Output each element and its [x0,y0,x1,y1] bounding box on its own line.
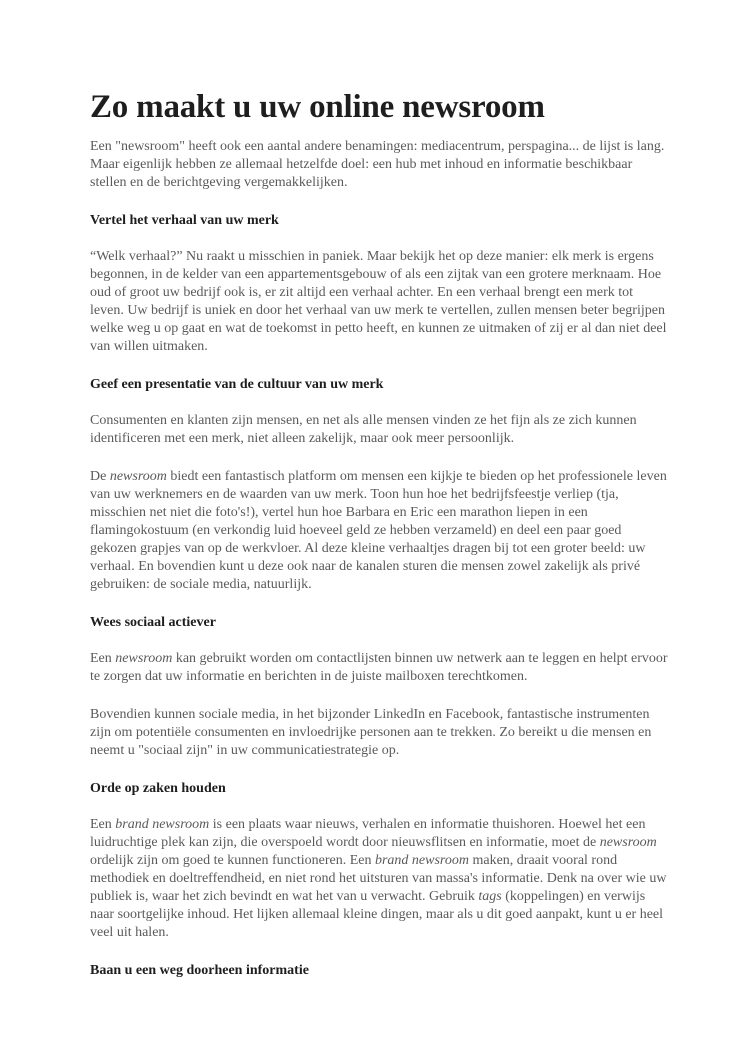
brand-culture-paragraph-2 [90,468,670,594]
italic-term: newsroom [109,469,167,484]
social-paragraph-2: Bovendien kunnen sociale media, in het bijzonder LinkedIn en Facebook, fantastische instrumenten zijn om potentiële consumenten en invloedrijke personen aan te trekken. Zo bereikt u die mensen en neemt u "sociaal zijn" in uw communicatiestrategie op. [90,707,652,758]
section-heading-social: Wees sociaal actiever [90,615,216,630]
text-run: Een [90,651,116,666]
italic-term: brand newsroom [115,817,210,832]
italic-term: newsroom [599,835,657,850]
italic-term: newsroom [115,651,173,666]
document-page [90,86,670,998]
italic-term: brand newsroom [374,853,469,868]
text-run: maken, draait vooral rond methodiek en doeltreffendheid, en niet rond het uitsturen van massa's informatie. Denk na over wie uw publiek is, waar het zich bevindt en wat het van u verwacht. Gebruik [90,853,667,904]
section-heading-brand-story: Vertel het verhaal van uw merk [90,213,279,228]
section-heading-order: Orde op zaken houden [90,781,226,796]
text-run: biedt een fantastisch platform om mensen een kijkje te bieden op het professionele leven van uw werknemers en de waarden van uw merk. Toon hun hoe het bedrijfsfeestje verliep (tja, misschien net niet die foto's!), vertel hun hoe Barbara en Eric een marathon liepen in een flamingokostuum (en verkondig luid hoeveel geld ze hebben verzameld) en deel een paar goed gekozen grapjes van op de werkvloer. Al deze kleine verhaaltjes dragen bij tot een groter beeld: uw verhaal. En bovendien kunt u deze ook naar de kanalen sturen die mensen zowel zakelijk als privé gebruiken: de sociale media, natuurlijk. [90,469,667,592]
text-run: is een plaats waar nieuws, verhalen en informatie thuishoren. Hoewel het een luidruchtige plek kan zijn, die overspoeld wordt door nieuwsflitsen en informatie, moet de [90,817,646,850]
section-heading-information: Baan u een weg doorheen informatie [90,963,309,978]
order-paragraph [90,816,670,942]
social-paragraph-1 [90,650,670,686]
text-run: De [90,469,110,484]
text-run: Een [90,817,116,832]
text-run: kan gebruikt worden om contactlijsten binnen uw netwerk aan te leggen en helpt ervoor te zorgen dat uw informatie en berichten in de juiste mailboxen terechtkomen. [90,651,668,684]
section-heading-brand-culture: Geef een presentatie van de cultuur van uw merk [90,377,384,392]
brand-story-paragraph: “Welk verhaal?” Nu raakt u misschien in paniek. Maar bekijk het op deze manier: elk merk is ergens begonnen, in de kelder van een appartementsgebouw of als een zijtak van een grotere merknaam. Hoe oud of groot uw bedrijf ook is, er zit altijd een verhaal achter. En een verhaal brengt een merk tot leven. Uw bedrijf is uniek en door het verhaal van uw merk te vertellen, zullen mensen beter begrijpen welke weg u op gaat en wat de toekomst in petto heeft, en kunnen ze uitmaken of zij er al dan niet deel van willen uitmaken. [90,249,667,354]
intro-paragraph: Een "newsroom" heeft ook een aantal andere benamingen: mediacentrum, perspagina... de lijst is lang. Maar eigenlijk hebben ze allemaal hetzelfde doel: een hub met inhoud en informatie beschikbaar stellen en de berichtgeving vergemakkelijken. [90,139,665,190]
text-run: ordelijk zijn om goed te kunnen functioneren. Een [90,853,375,868]
page-title: Zo maakt u uw online newsroom [90,89,545,125]
text-run: (koppelingen) en verwijs naar soortgelijke inhoud. Het lijken allemaal kleine dingen, maar als u dit goed aanpakt, kunt u er heel veel uit halen. [90,889,664,940]
brand-culture-paragraph-1: Consumenten en klanten zijn mensen, en net als alle mensen vinden ze het fijn als ze zich kunnen identificeren met een merk, niet alleen zakelijk, maar ook meer persoonlijk. [90,413,637,446]
italic-term: tags [478,889,502,904]
